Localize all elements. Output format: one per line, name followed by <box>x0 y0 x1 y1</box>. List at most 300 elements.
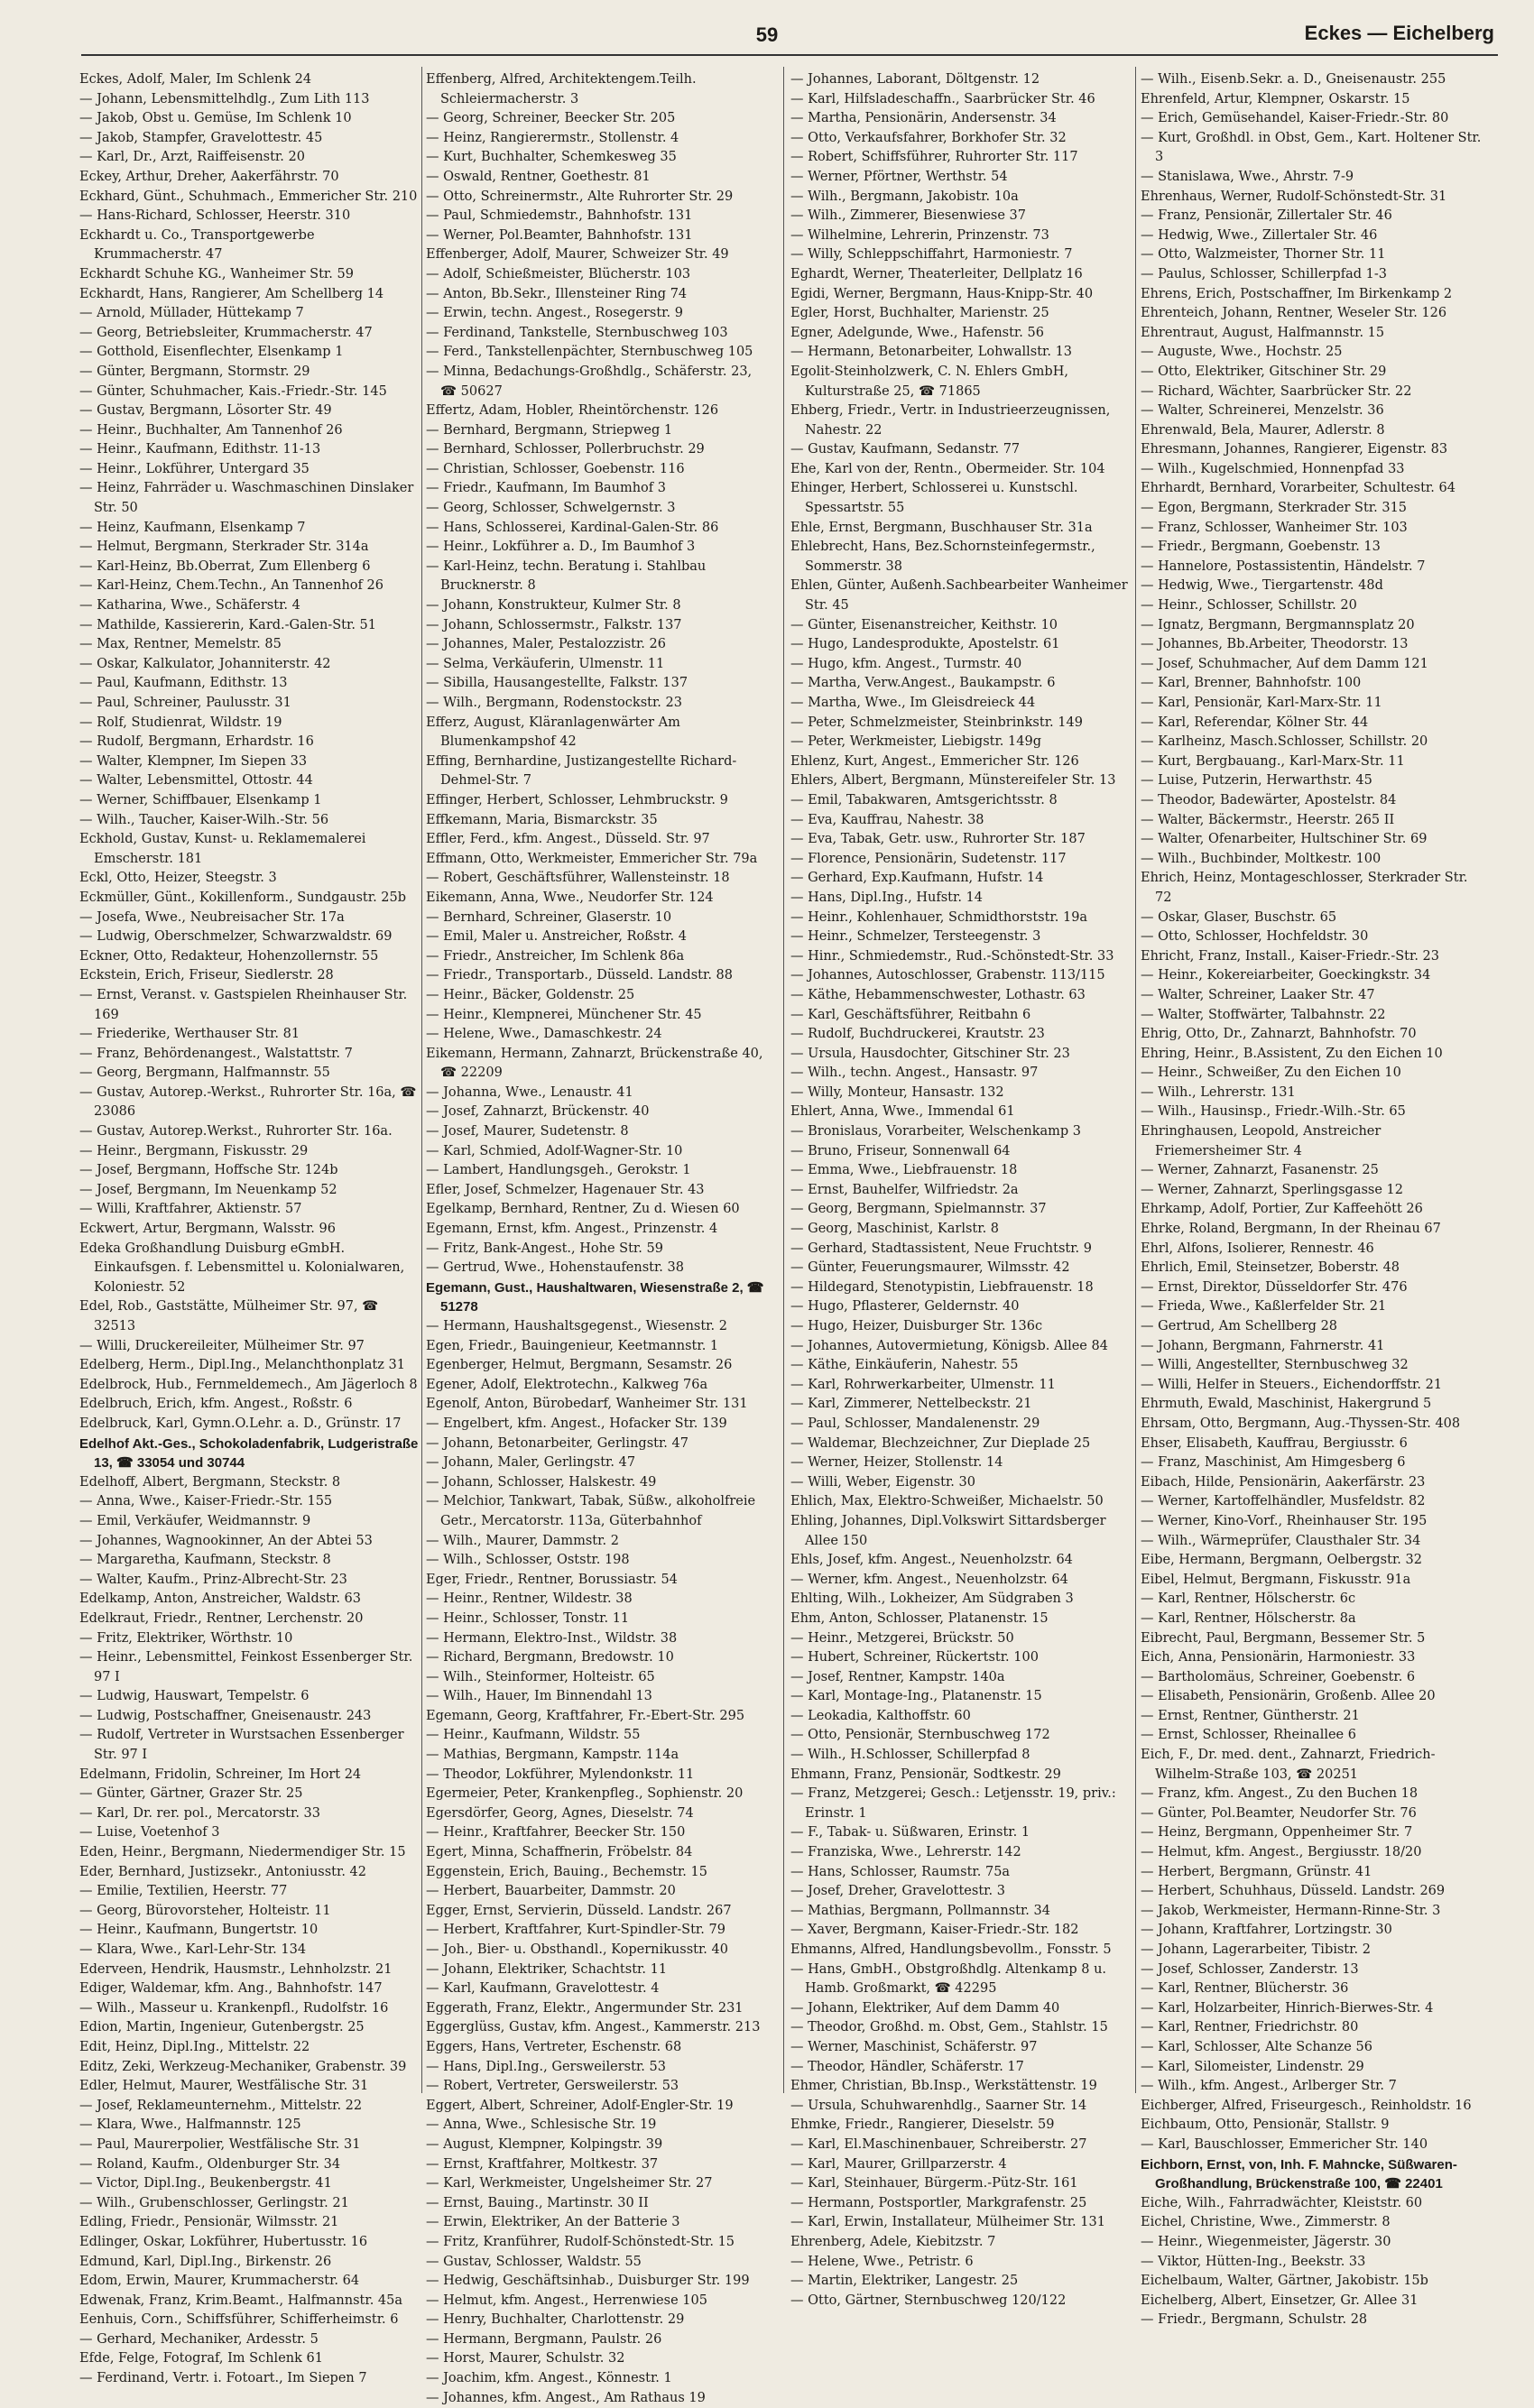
directory-entry: — Emil, Tabakwaren, Amtsgerichtsstr. 8 <box>790 792 1058 807</box>
directory-entry: — Peter, Werkmeister, Liebigstr. 149g <box>790 734 1041 750</box>
directory-entry: Eckmüller, Günt., Kokillenform., Sundgaustr. 25b <box>79 890 407 905</box>
directory-entry: Effler, Ferd., kfm. Angest., Düsseld. Str. 97 <box>426 832 710 847</box>
directory-entry: — Rudolf, Bergmann, Erhardstr. 16 <box>79 734 314 750</box>
directory-entry: — Hannelore, Postassistentin, Händelstr. 7 <box>1141 558 1426 574</box>
directory-entry: — Franziska, Wwe., Lehrerstr. 142 <box>790 1845 1021 1860</box>
directory-entry: — Ernst, Veranst. v. Gastspielen Rheinhauser Str. 169 <box>79 987 408 1022</box>
directory-entry: Egenolf, Anton, Bürobedarf, Wanheimer Str. 131 <box>426 1397 748 1412</box>
directory-entry: — Emma, Wwe., Liebfrauenstr. 18 <box>790 1163 1018 1178</box>
directory-entry: — Hugo, Landesprodukte, Apostelstr. 61 <box>790 637 1060 652</box>
directory-entry: — Werner, Kino-Vorf., Rheinhauser Str. 195 <box>1141 1513 1428 1528</box>
column-divider <box>421 67 422 2093</box>
directory-entry: — Walter, Bäckermstr., Heerstr. 265 II <box>1141 812 1395 827</box>
running-header: Eckes — Eichelberg <box>1304 22 1494 44</box>
directory-entry: — Georg, Maschinist, Karlstr. 8 <box>790 1222 1000 1237</box>
directory-entry: Eikemann, Hermann, Zahnarzt, Brückenstraße 40, ☎ 22209 <box>426 1046 763 1081</box>
directory-entry: — Karl, El.Maschinenbauer, Schreiberstr. 27 <box>790 2136 1087 2152</box>
directory-entry: Ehrenhaus, Werner, Rudolf-Schönstedt-Str. 31 <box>1141 189 1447 204</box>
directory-entry: — Arnold, Müllader, Hüttekamp 7 <box>79 306 304 321</box>
directory-entry: — Heinz, Bergmann, Oppenheimer Str. 7 <box>1141 1825 1413 1841</box>
directory-entry: — Mathias, Bergmann, Kampstr. 114a <box>426 1748 679 1763</box>
directory-entry: — Wilh., Lehrerstr. 131 <box>1141 1084 1296 1100</box>
directory-entry: — Rolf, Studienrat, Wildstr. 19 <box>79 715 282 730</box>
directory-entry: — Wilh., Bergmann, Jakobistr. 10a <box>790 189 1019 204</box>
directory-entry: — Gustav, Autorep.-Werkst., Ruhrorter Str. 16a, ☎ 23086 <box>79 1084 417 1120</box>
directory-entry: — Hedwig, Geschäftsinhab., Duisburger Str. 199 <box>426 2274 750 2289</box>
directory-entry: Eichel, Christine, Wwe., Zimmerstr. 8 <box>1141 2215 1391 2230</box>
directory-entry: — Heinz, Rangierermstr., Stollenstr. 4 <box>426 130 679 145</box>
directory-entry: — Herbert, Schuhhaus, Düsseld. Landstr. 269 <box>1141 1884 1446 1899</box>
directory-entry: — Eva, Kauffrau, Nahestr. 38 <box>790 812 984 827</box>
directory-entry: — Otto, Verkaufsfahrer, Borkhofer Str. 32 <box>790 130 1067 145</box>
directory-entry: Ehrenteich, Johann, Rentner, Weseler Str. 126 <box>1141 306 1447 321</box>
directory-entry: — Hugo, Heizer, Duisburger Str. 136c <box>790 1319 1043 1333</box>
directory-entry: — Bernhard, Bergmann, Striepweg 1 <box>426 422 673 438</box>
directory-entry: — Johann, Elektriker, Schachtstr. 11 <box>426 1961 668 1977</box>
directory-entry: — Johannes, Autoschlosser, Grabenstr. 113/115 <box>790 968 1105 983</box>
directory-entry: Egersdörfer, Georg, Agnes, Dieselstr. 74 <box>426 1805 694 1821</box>
directory-entry: Eckwert, Artur, Bergmann, Walsstr. 96 <box>79 1222 336 1237</box>
directory-entry: — Helmut, kfm. Angest., Bergiusstr. 18/20 <box>1141 1845 1422 1860</box>
directory-entry: — Max, Rentner, Memelstr. 85 <box>79 637 282 652</box>
directory-entry: — Willy, Schleppschiffahrt, Harmoniestr. 7 <box>790 247 1073 263</box>
directory-entry: Ehrenberg, Adele, Kiebitzstr. 7 <box>790 2234 996 2249</box>
directory-entry: Eibel, Helmut, Bergmann, Fiskusstr. 91a <box>1141 1572 1411 1587</box>
directory-entry: Egner, Adelgunde, Wwe., Hafenstr. 56 <box>790 325 1044 340</box>
directory-entry: — Werner, Pol.Beamter, Bahnhofstr. 131 <box>426 227 693 243</box>
directory-entry: — Otto, Schlosser, Hochfeldstr. 30 <box>1141 929 1369 945</box>
directory-entry: — Karl, Rentner, Hölscherstr. 6c <box>1141 1591 1356 1607</box>
directory-entry: Eich, Anna, Pensionärin, Harmoniestr. 33 <box>1141 1650 1416 1665</box>
directory-entry: — Egon, Bergmann, Sterkrader Str. 315 <box>1141 501 1408 516</box>
directory-entry: — Emil, Maler u. Anstreicher, Roßstr. 4 <box>426 929 687 945</box>
directory-entry: — Josef, Rentner, Kampstr. 140a <box>790 1669 1005 1684</box>
directory-entry: Ehle, Ernst, Bergmann, Buschhauser Str. 31a <box>790 520 1093 535</box>
directory-entry: — Victor, Dipl.Ing., Beukenbergstr. 41 <box>79 2176 332 2191</box>
directory-entry: — Henry, Buchhalter, Charlottenstr. 29 <box>426 2312 685 2328</box>
directory-entry: — Hans, Dipl.Ing., Gersweilerstr. 53 <box>426 2059 666 2074</box>
directory-entry: — Willi, Helfer in Steuers., Eichendorffstr. 21 <box>1141 1377 1443 1392</box>
directory-entry: Edelhof Akt.-Ges., Schokoladenfabrik, Ludgeristraße 13, ☎ 33054 und 30744 <box>79 1435 419 1472</box>
directory-entry: — Johannes, Autovermietung, Königsb. Allee 84 <box>790 1338 1108 1353</box>
directory-entry: — Theodor, Badewärter, Apostelstr. 84 <box>1141 792 1397 807</box>
directory-entry: — Richard, Wächter, Saarbrücker Str. 22 <box>1141 383 1412 399</box>
directory-entry: — Oswald, Rentner, Goethestr. 81 <box>426 169 651 184</box>
directory-column-2 <box>426 70 767 2405</box>
directory-entry: — Karl, Erwin, Installateur, Mülheimer Str. 131 <box>790 2215 1105 2230</box>
directory-entry: — Adolf, Schießmeister, Blücherstr. 103 <box>426 266 691 281</box>
directory-entry: — Willi, Kraftfahrer, Aktienstr. 57 <box>79 1202 302 1217</box>
directory-entry: Ehrsam, Otto, Bergmann, Aug.-Thyssen-Str. 408 <box>1141 1416 1461 1431</box>
directory-entry: — Johann, Lebensmittelhdlg., Zum Lith 113 <box>79 91 370 106</box>
directory-entry: — Stanislawa, Wwe., Ahrstr. 7-9 <box>1141 169 1354 184</box>
directory-entry: Edelbrock, Hub., Fernmeldemech., Am Jägerloch 8 <box>79 1377 418 1392</box>
directory-entry: — Wilh., Kugelschmied, Honnenpfad 33 <box>1141 461 1405 476</box>
directory-entry: — Josef, Dreher, Gravelottestr. 3 <box>790 1884 1005 1899</box>
directory-entry: Eden, Heinr., Bergmann, Niedermendiger Str. 15 <box>79 1845 406 1860</box>
directory-entry: — Peter, Schmelzmeister, Steinbrinkstr. 149 <box>790 715 1083 730</box>
directory-entry: — Hans-Richard, Schlosser, Heerstr. 310 <box>79 208 351 224</box>
directory-entry: Eckhardt u. Co., Transportgewerbe Krummacherstr. 47 <box>79 227 315 263</box>
directory-entry: — Ursula, Schuhwarenhdlg., Saarner Str. 14 <box>790 2098 1087 2113</box>
directory-entry: — Walter, Schreiner, Laaker Str. 47 <box>1141 987 1375 1002</box>
directory-entry: — Franz, Behördenangest., Walstattstr. 7 <box>79 1046 353 1061</box>
directory-entry: — Karl, Hilfsladeschaffn., Saarbrücker Str. 46 <box>790 91 1095 106</box>
directory-entry: — Helmut, kfm. Angest., Herrenwiese 105 <box>426 2293 707 2308</box>
directory-entry: — Wilh., Buchbinder, Moltkestr. 100 <box>1141 851 1382 866</box>
directory-entry: — Sibilla, Hausangestellte, Falkstr. 137 <box>426 676 688 691</box>
directory-entry: — Günter, Gärtner, Grazer Str. 25 <box>79 1786 303 1802</box>
directory-entry: — Wilh., Grubenschlosser, Gerlingstr. 21 <box>79 2195 349 2210</box>
directory-entry: Ehrhardt, Bernhard, Vorarbeiter, Schultestr. 64 <box>1141 481 1455 496</box>
directory-entry: Edel, Rob., Gaststätte, Mülheimer Str. 97, ☎ 32513 <box>79 1299 379 1333</box>
directory-entry: — Georg, Bürovorsteher, Holteistr. 11 <box>79 1903 331 1918</box>
directory-entry: Eibach, Hilde, Pensionärin, Aakerfärstr. 23 <box>1141 1474 1426 1490</box>
directory-entry: — Gerhard, Exp.Kaufmann, Hufstr. 14 <box>790 871 1044 886</box>
directory-entry: Eggert, Albert, Schreiner, Adolf-Engler-Str. 19 <box>426 2098 734 2113</box>
directory-entry: Ehrenfeld, Artur, Klempner, Oskarstr. 15 <box>1141 91 1410 106</box>
directory-entry: Ehrl, Alfons, Isolierer, Rennestr. 46 <box>1141 1241 1374 1256</box>
directory-entry: — Martha, Verw.Angest., Baukampstr. 6 <box>790 676 1056 691</box>
directory-entry: Egelkamp, Bernhard, Rentner, Zu d. Wiesen 60 <box>426 1202 740 1217</box>
directory-entry: — Heinz, Kaufmann, Elsenkamp 7 <box>79 520 306 535</box>
directory-entry: — Erich, Gemüsehandel, Kaiser-Friedr.-Str. 80 <box>1141 111 1449 126</box>
directory-entry: Editz, Zeki, Werkzeug-Mechaniker, Grabenstr. 39 <box>79 2059 407 2074</box>
directory-entry: — Heinr., Schlosser, Tonstr. 11 <box>426 1610 630 1626</box>
directory-entry: — Karl, Dr. rer. pol., Mercatorstr. 33 <box>79 1805 320 1821</box>
directory-entry: — Werner, Schiffbauer, Elsenkamp 1 <box>79 792 322 807</box>
directory-entry: — Josef, Bergmann, Hoffsche Str. 124b <box>79 1163 338 1178</box>
directory-entry: — Selma, Verkäuferin, Ulmenstr. 11 <box>426 656 665 671</box>
directory-entry: Eichelberg, Albert, Einsetzer, Gr. Allee 31 <box>1141 2293 1418 2308</box>
column-divider <box>1135 67 1136 2093</box>
directory-entry: Eggerath, Franz, Elektr., Angermunder Str. 231 <box>426 2000 744 2016</box>
directory-entry: — Willi, Weber, Eigenstr. 30 <box>790 1474 975 1490</box>
directory-entry: — Josef, Schlosser, Zanderstr. 13 <box>1141 1961 1359 1977</box>
directory-entry: — Walter, Lebensmittel, Ottostr. 44 <box>79 773 313 789</box>
directory-entry: — Karl, Dr., Arzt, Raiffeisenstr. 20 <box>79 150 305 165</box>
directory-entry: — Josefa, Wwe., Neubreisacher Str. 17a <box>79 909 345 925</box>
directory-entry: Eggerglüss, Gustav, kfm. Angest., Kammerstr. 213 <box>426 2020 761 2035</box>
directory-entry: Effenberger, Adolf, Maurer, Schweizer Str. 49 <box>426 247 729 263</box>
directory-entry: Edelbruck, Karl, Gymn.O.Lehr. a. D., Grünstr. 17 <box>79 1416 402 1431</box>
directory-entry: Eikemann, Anna, Wwe., Neudorfer Str. 124 <box>426 890 714 905</box>
directory-entry: Edion, Martin, Ingenieur, Gutenbergstr. 25 <box>79 2020 365 2035</box>
directory-entry: — Hedwig, Wwe., Zillertaler Str. 46 <box>1141 227 1378 243</box>
directory-entry: Ehlen, Günter, Außenh.Sachbearbeiter Wanheimer Str. 45 <box>790 578 1128 614</box>
directory-entry: Eggers, Hans, Vertreter, Eschenstr. 68 <box>426 2039 682 2054</box>
directory-entry: Effinger, Herbert, Schlosser, Lehmbruckstr. 9 <box>426 792 728 807</box>
directory-entry: — Georg, Bergmann, Spielmannstr. 37 <box>790 1202 1047 1217</box>
directory-entry: Ehrenwald, Bela, Maurer, Adlerstr. 8 <box>1141 422 1385 438</box>
directory-entry: — Wilh., Maurer, Dammstr. 2 <box>426 1533 619 1548</box>
directory-entry: — Hans, Schlosser, Raumstr. 75a <box>790 1864 1011 1879</box>
directory-entry: Eenhuis, Corn., Schiffsführer, Schifferheimstr. 6 <box>79 2312 399 2328</box>
directory-entry: — Paul, Schlosser, Mandalenenstr. 29 <box>790 1416 1040 1431</box>
directory-entry: — Frieda, Wwe., Kaßlerfelder Str. 21 <box>1141 1299 1387 1315</box>
directory-entry: — Engelbert, kfm. Angest., Hofacker Str. 139 <box>426 1416 727 1431</box>
directory-entry: — Gustav, Bergmann, Lösorter Str. 49 <box>79 403 332 419</box>
directory-entry: — Otto, Gärtner, Sternbuschweg 120/122 <box>790 2293 1067 2308</box>
directory-entry: Eghardt, Werner, Theaterleiter, Dellplatz 16 <box>790 266 1083 281</box>
directory-entry: — Walter, Klempner, Im Siepen 33 <box>79 753 308 769</box>
directory-entry: — Paulus, Schlosser, Schillerpfad 1-3 <box>1141 266 1387 281</box>
directory-entry: — Paul, Schreiner, Paulusstr. 31 <box>79 696 291 710</box>
directory-entry: Eichbaum, Otto, Pensionär, Stallstr. 9 <box>1141 2117 1390 2133</box>
directory-entry: — Margaretha, Kaufmann, Steckstr. 8 <box>79 1553 331 1568</box>
directory-entry: — Karl, Werkmeister, Ungelsheimer Str. 27 <box>426 2176 713 2191</box>
directory-entry: — Heinr., Lebensmittel, Feinkost Essenberger Str. 97 I <box>79 1650 413 1684</box>
directory-entry: — Bronislaus, Vorarbeiter, Welschenkamp 3 <box>790 1124 1082 1139</box>
directory-entry: — Otto, Walzmeister, Thorner Str. 11 <box>1141 247 1386 263</box>
directory-entry: — Robert, Schiffsführer, Ruhrorter Str. 117 <box>790 150 1078 165</box>
directory-entry: — Minna, Bedachungs-Großhdlg., Schäferstr. 23, ☎ 50627 <box>426 364 753 399</box>
directory-entry: Ehmke, Friedr., Rangierer, Dieselstr. 59 <box>790 2117 1055 2133</box>
directory-entry: — Roland, Kaufm., Oldenburger Str. 34 <box>79 2156 341 2172</box>
directory-entry: — Heinr., Schmelzer, Tersteegenstr. 3 <box>790 929 1041 945</box>
directory-entry: — Eva, Tabak, Getr. usw., Ruhrorter Str. 187 <box>790 832 1086 847</box>
directory-entry: — Klara, Wwe., Karl-Lehr-Str. 134 <box>79 1942 307 1957</box>
directory-entry: — Herbert, Bauarbeiter, Dammstr. 20 <box>426 1884 676 1899</box>
directory-entry: — Bernhard, Schreiner, Glaserstr. 10 <box>426 909 672 925</box>
directory-entry: — Walter, Schreinerei, Menzelstr. 36 <box>1141 403 1384 419</box>
directory-entry: — Hermann, Elektro-Inst., Wildstr. 38 <box>426 1630 678 1646</box>
directory-entry: Egger, Ernst, Servierin, Düsseld. Landstr. 267 <box>426 1903 732 1918</box>
directory-entry: — Hildegard, Stenotypistin, Liebfrauenstr. 18 <box>790 1279 1094 1295</box>
directory-entry: — Karl, Pensionär, Karl-Marx-Str. 11 <box>1141 696 1382 710</box>
directory-entry: — Hermann, Haushaltsgegenst., Wiesenstr. 2 <box>426 1319 727 1333</box>
directory-entry: — Heinr., Rentner, Wildestr. 38 <box>426 1591 633 1607</box>
directory-entry: — Johannes, kfm. Angest., Am Rathaus 19 <box>426 2390 706 2405</box>
directory-entry: — Ernst, Kraftfahrer, Moltkestr. 37 <box>426 2156 659 2172</box>
directory-entry: — Christian, Schlosser, Goebenstr. 116 <box>426 461 685 476</box>
directory-entry: Ehlting, Wilh., Lokheizer, Am Südgraben 3 <box>790 1591 1074 1607</box>
directory-entry: — Friedr., Anstreicher, Im Schlenk 86a <box>426 948 685 964</box>
directory-entry: Edler, Helmut, Maurer, Westfälische Str. 31 <box>79 2079 369 2094</box>
directory-entry: — Helmut, Bergmann, Sterkrader Str. 314a <box>79 540 369 555</box>
directory-entry: — Wilh., Hausinsp., Friedr.-Wilh.-Str. 65 <box>1141 1104 1406 1120</box>
directory-entry: — Hans, GmbH., Obstgroßhdlg. Altenkamp 8 u. Hamb. Großmarkt, ☎ 42295 <box>790 1961 1107 1997</box>
directory-entry: — Melchior, Tankwart, Tabak, Süßw., alkoholfreie Getr., Mercatorstr. 113a, Güterbahnhof <box>426 1494 756 1528</box>
directory-entry: Ehringhausen, Leopold, Anstreicher Friemersheimer Str. 4 <box>1141 1124 1382 1158</box>
directory-entry: — Wilh., Schlosser, Oststr. 198 <box>426 1553 630 1568</box>
directory-entry: — Josef, Maurer, Sudetenstr. 8 <box>426 1124 629 1139</box>
directory-entry: Eder, Bernhard, Justizsekr., Antoniusstr. 42 <box>79 1864 366 1879</box>
directory-entry: — Gotthold, Eisenflechter, Elsenkamp 1 <box>79 345 344 360</box>
directory-entry: Ehser, Elisabeth, Kauffrau, Bergiusstr. 6 <box>1141 1435 1408 1451</box>
directory-entry: Edelkraut, Friedr., Rentner, Lerchenstr. 20 <box>79 1610 364 1626</box>
directory-entry: — Florence, Pensionärin, Sudetenstr. 117 <box>790 851 1067 866</box>
directory-entry: — Wilh., Zimmerer, Biesenwiese 37 <box>790 208 1027 224</box>
directory-entry: Edom, Erwin, Maurer, Krummacherstr. 64 <box>79 2274 360 2289</box>
directory-entry: Egemann, Ernst, kfm. Angest., Prinzenstr. 4 <box>426 1222 718 1237</box>
directory-entry: — Rudolf, Buchdruckerei, Krautstr. 23 <box>790 1027 1045 1042</box>
directory-entry: — Wilh., kfm. Angest., Arlberger Str. 7 <box>1141 2079 1397 2094</box>
directory-entry: — Hugo, Pflasterer, Geldernstr. 40 <box>790 1299 1020 1315</box>
directory-entry: Ehlenz, Kurt, Angest., Emmericher Str. 126 <box>790 753 1079 769</box>
directory-entry: — Werner, kfm. Angest., Neuenholzstr. 64 <box>790 1572 1068 1587</box>
directory-entry: — Willi, Angestellter, Sternbuschweg 32 <box>1141 1358 1409 1373</box>
directory-entry: Eckey, Arthur, Dreher, Aakerfährstr. 70 <box>79 169 339 184</box>
directory-entry: — Bruno, Friseur, Sonnenwall 64 <box>790 1143 1011 1158</box>
directory-entry: — Hermann, Postsportler, Markgrafenstr. 25 <box>790 2195 1087 2210</box>
directory-entry: Ehrentraut, August, Halfmannstr. 15 <box>1141 325 1385 340</box>
directory-entry: — Friedr., Transportarb., Düsseld. Landstr. 88 <box>426 968 733 983</box>
directory-entry: — Heinr., Kokereiarbeiter, Goeckingkstr. 34 <box>1141 968 1431 983</box>
directory-entry: — Karl, Schlosser, Alte Schanze 56 <box>1141 2039 1372 2054</box>
directory-entry: — Ernst, Bauing., Martinstr. 30 II <box>426 2195 649 2210</box>
directory-entry: — Hugo, kfm. Angest., Turmstr. 40 <box>790 656 1022 671</box>
directory-entry: — Johann, Schlossermstr., Falkstr. 137 <box>426 617 682 632</box>
directory-entry: — Heinr., Kaufmann, Edithstr. 11-13 <box>79 442 321 457</box>
directory-entry: — Günter, Eisenanstreicher, Keithstr. 10 <box>790 617 1058 632</box>
directory-entry: — Gustav, Autorep.Werkst., Ruhrorter Str. 16a. <box>79 1124 393 1139</box>
directory-entry: — Werner, Kartoffelhändler, Musfeldstr. 82 <box>1141 1494 1426 1509</box>
directory-entry: — Friedr., Bergmann, Goebenstr. 13 <box>1141 540 1381 555</box>
directory-entry: Edelhoff, Albert, Bergmann, Steckstr. 8 <box>79 1474 341 1490</box>
directory-entry: — Heinr., Kaufmann, Wildstr. 55 <box>426 1728 641 1743</box>
directory-entry: — Hans, Schlosserei, Kardinal-Galen-Str. 86 <box>426 520 719 535</box>
directory-entry: — Anton, Bb.Sekr., Illensteiner Ring 74 <box>426 286 688 301</box>
directory-entry: — Werner, Heizer, Stollenstr. 14 <box>790 1455 1003 1471</box>
directory-entry: — Wilh., techn. Angest., Hansastr. 97 <box>790 1066 1039 1081</box>
directory-entry: — Heinr., Bergmann, Fiskusstr. 29 <box>79 1143 309 1158</box>
directory-entry: — Kurt, Bergbauang., Karl-Marx-Str. 11 <box>1141 753 1405 769</box>
directory-entry: Effmann, Otto, Werkmeister, Emmericher Str. 79a <box>426 851 758 866</box>
directory-entry: — Joachim, kfm. Angest., Könnestr. 1 <box>426 2371 672 2386</box>
directory-entry: Ehlebrecht, Hans, Bez.Schornsteinfegermstr., Sommerstr. 38 <box>790 540 1095 574</box>
directory-entry: — Franz, kfm. Angest., Zu den Buchen 18 <box>1141 1786 1418 1802</box>
directory-entry: — Robert, Geschäftsführer, Wallensteinstr. 18 <box>426 871 730 886</box>
directory-entry: — Ludwig, Oberschmelzer, Schwarzwaldstr. 69 <box>79 929 393 945</box>
directory-entry: — Martha, Wwe., Im Gleisdreieck 44 <box>790 696 1036 710</box>
directory-entry: — Heinr., Lokführer, Untergard 35 <box>79 461 310 476</box>
directory-entry: — Heinr., Buchhalter, Am Tannenhof 26 <box>79 422 343 438</box>
directory-entry: — Franz, Maschinist, Am Himgesberg 6 <box>1141 1455 1406 1471</box>
directory-entry: — Ernst, Bauhelfer, Wilfriedstr. 2a <box>790 1182 1019 1197</box>
directory-entry: — Erwin, techn. Angest., Rosegerstr. 9 <box>426 306 683 321</box>
directory-entry: Eich, F., Dr. med. dent., Zahnarzt, Friedrich-Wilhelm-Straße 103, ☎ 20251 <box>1141 1748 1436 1782</box>
directory-entry: Egolit-Steinholzwerk, C. N. Ehlers GmbH, Kulturstraße 25, ☎ 71865 <box>790 364 1068 399</box>
directory-entry: — Klara, Wwe., Halfmannstr. 125 <box>79 2117 301 2133</box>
directory-entry: Eibe, Hermann, Bergmann, Oelbergstr. 32 <box>1141 1553 1422 1568</box>
directory-entry: — Ernst, Rentner, Güntherstr. 21 <box>1141 1708 1360 1723</box>
header-rule <box>81 54 1498 56</box>
directory-entry: — Friedr., Kaufmann, Im Baumhof 3 <box>426 481 666 496</box>
directory-entry: Effertz, Adam, Hobler, Rheintörchenstr. 126 <box>426 403 719 419</box>
directory-entry: — Horst, Maurer, Schulstr. 32 <box>426 2351 625 2366</box>
directory-entry: — Werner, Zahnarzt, Sperlingsgasse 12 <box>1141 1182 1403 1197</box>
directory-entry: Edelkamp, Anton, Anstreicher, Waldstr. 63 <box>79 1591 361 1607</box>
directory-entry: — Walter, Kaufm., Prinz-Albrecht-Str. 23 <box>79 1572 347 1587</box>
directory-entry: — Mathias, Bergmann, Pollmannstr. 34 <box>790 1903 1050 1918</box>
column-divider <box>783 67 784 2093</box>
directory-entry: — Karl, Brenner, Bahnhofstr. 100 <box>1141 676 1362 691</box>
directory-entry: — Karl, Montage-Ing., Platanenstr. 15 <box>790 1689 1042 1704</box>
directory-entry: Effkemann, Maria, Bismarckstr. 35 <box>426 812 658 827</box>
directory-entry: Edmund, Karl, Dipl.Ing., Birkenstr. 26 <box>79 2254 332 2269</box>
directory-entry: — Karl, Zimmerer, Nettelbeckstr. 21 <box>790 1397 1032 1412</box>
directory-entry: Ehinger, Herbert, Schlosserei u. Kunstschl. Spessartstr. 55 <box>790 481 1078 516</box>
directory-entry: — Willy, Monteur, Hansastr. 132 <box>790 1084 1004 1100</box>
directory-entry: — Richard, Bergmann, Bredowstr. 10 <box>426 1650 674 1665</box>
directory-entry: — Ursula, Hausdochter, Gitschiner Str. 23 <box>790 1046 1070 1061</box>
directory-entry: — Wilhelmine, Lehrerin, Prinzenstr. 73 <box>790 227 1049 243</box>
directory-entry: — Werner, Zahnarzt, Fasanenstr. 25 <box>1141 1163 1379 1178</box>
directory-entry: — Emil, Verkäufer, Weidmannstr. 9 <box>79 1513 311 1528</box>
directory-entry: Ehrich, Heinz, Montageschlosser, Sterkrader Str. 72 <box>1141 871 1468 905</box>
directory-entry: Ehlert, Anna, Wwe., Immendal 61 <box>790 1104 1015 1120</box>
directory-entry: — Paul, Maurerpolier, Westfälische Str. 31 <box>79 2136 361 2152</box>
directory-entry: — Wilh., Eisenb.Sekr. a. D., Gneisenaustr. 255 <box>1141 72 1446 87</box>
directory-entry: Ehmer, Christian, Bb.Insp., Werkstättenstr. 19 <box>790 2079 1097 2094</box>
directory-entry: Edwenak, Franz, Krim.Beamt., Halfmannstr. 45a <box>79 2293 403 2308</box>
directory-entry: — Walter, Stoffwärter, Talbahnstr. 22 <box>1141 1007 1386 1022</box>
directory-entry: Egermeier, Peter, Krankenpfleg., Sophienstr. 20 <box>426 1786 744 1802</box>
directory-entry: — Gertrud, Wwe., Hohenstaufenstr. 38 <box>426 1260 684 1276</box>
directory-entry: — Kurt, Großhdl. in Obst, Gem., Kart. Holtener Str. 3 <box>1141 130 1482 165</box>
directory-entry: — Käthe, Hebammenschwester, Lothastr. 63 <box>790 987 1086 1002</box>
directory-entry: — Heinz, Fahrräder u. Waschmaschinen Dinslaker Str. 50 <box>79 481 414 516</box>
directory-entry: — Paul, Kaufmann, Edithstr. 13 <box>79 676 288 691</box>
directory-entry: — Johann, Betonarbeiter, Gerlingstr. 47 <box>426 1435 688 1451</box>
directory-entry: — Karl, Maurer, Grillparzerstr. 4 <box>790 2156 1007 2172</box>
directory-entry: — Franz, Schlosser, Wanheimer Str. 103 <box>1141 520 1408 535</box>
directory-entry: Edelbruch, Erich, kfm. Angest., Roßstr. 6 <box>79 1397 353 1412</box>
directory-entry: Edling, Friedr., Pensionär, Wilmsstr. 21 <box>79 2215 339 2230</box>
directory-entry: — Franz, Pensionär, Zillertaler Str. 46 <box>1141 208 1392 224</box>
directory-entry: — Günter, Bergmann, Stormstr. 29 <box>79 364 310 379</box>
directory-entry: — Jakob, Obst u. Gemüse, Im Schlenk 10 <box>79 111 352 126</box>
directory-entry: Egener, Adolf, Elektrotechn., Kalkweg 76a <box>426 1377 708 1392</box>
directory-entry: — Rudolf, Vertreter in Wurstsachen Essenberger Str. 97 I <box>79 1728 404 1763</box>
directory-entry: — Karl, Referendar, Kölner Str. 44 <box>1141 715 1369 730</box>
directory-column-4 <box>1141 70 1482 2328</box>
directory-entry: — Johanna, Wwe., Lenaustr. 41 <box>426 1084 633 1100</box>
directory-entry: — F., Tabak- u. Süßwaren, Erinstr. 1 <box>790 1825 1030 1841</box>
directory-entry: — Oskar, Kalkulator, Johanniterstr. 42 <box>79 656 331 671</box>
directory-entry: Edelmann, Fridolin, Schreiner, Im Hort 24 <box>79 1767 362 1782</box>
directory-entry: — Jakob, Stampfer, Gravelottestr. 45 <box>79 130 323 145</box>
directory-entry: Edelberg, Herm., Dipl.Ing., Melanchthonplatz 31 <box>79 1358 405 1373</box>
directory-entry: — Günter, Schuhmacher, Kais.-Friedr.-Str. 145 <box>79 383 387 399</box>
directory-entry: Effenberg, Alfred, Architektengem.Teilh. Schleiermacherstr. 3 <box>426 72 697 106</box>
directory-entry: — Xaver, Bergmann, Kaiser-Friedr.-Str. 182 <box>790 1923 1079 1938</box>
directory-entry: — Karl-Heinz, Bb.Oberrat, Zum Ellenberg 6 <box>79 558 371 574</box>
directory-entry: Ehlers, Albert, Bergmann, Münstereifeler Str. 13 <box>790 773 1116 789</box>
directory-entry: — Hedwig, Wwe., Tiergartenstr. 48d <box>1141 578 1383 594</box>
directory-entry: Ehm, Anton, Schlosser, Platanenstr. 15 <box>790 1610 1049 1626</box>
directory-entry: — Helene, Wwe., Petristr. 6 <box>790 2254 974 2269</box>
directory-entry: — Johannes, Wagnookinner, An der Abtei 53 <box>79 1533 373 1548</box>
directory-entry: — Ludwig, Postschaffner, Gneisenaustr. 243 <box>79 1708 372 1723</box>
directory-entry: — Karl, Rentner, Hölscherstr. 8a <box>1141 1610 1356 1626</box>
directory-entry: Ehling, Johannes, Dipl.Volkswirt Sittardsberger Allee 150 <box>790 1513 1106 1548</box>
directory-entry: — Viktor, Hütten-Ing., Beekstr. 33 <box>1141 2254 1366 2269</box>
directory-entry: — Johann, Konstrukteur, Kulmer Str. 8 <box>426 598 681 614</box>
directory-entry: — Johann, Elektriker, Auf dem Damm 40 <box>790 2000 1060 2016</box>
directory-entry: — Herbert, Bergmann, Grünstr. 41 <box>1141 1864 1372 1879</box>
directory-entry: — Luise, Putzerin, Herwarthstr. 45 <box>1141 773 1372 789</box>
directory-entry: — Helene, Wwe., Damaschkestr. 24 <box>426 1027 662 1042</box>
directory-entry: — Fritz, Bank-Angest., Hohe Str. 59 <box>426 1241 663 1256</box>
directory-entry: — Gerhard, Stadtassistent, Neue Fruchtstr. 9 <box>790 1241 1092 1256</box>
directory-entry: — Karl, Holzarbeiter, Hinrich-Bierwes-Str. 4 <box>1141 2000 1434 2016</box>
directory-entry: — Bartholomäus, Schreiner, Goebenstr. 6 <box>1141 1669 1416 1684</box>
directory-entry: — Heinr., Kohlenhauer, Schmidthorststr. 19a <box>790 909 1088 925</box>
directory-entry: Eggenstein, Erich, Bauing., Bechemstr. 15 <box>426 1864 707 1879</box>
directory-entry: — Fritz, Elektriker, Wörthstr. 10 <box>79 1630 293 1646</box>
